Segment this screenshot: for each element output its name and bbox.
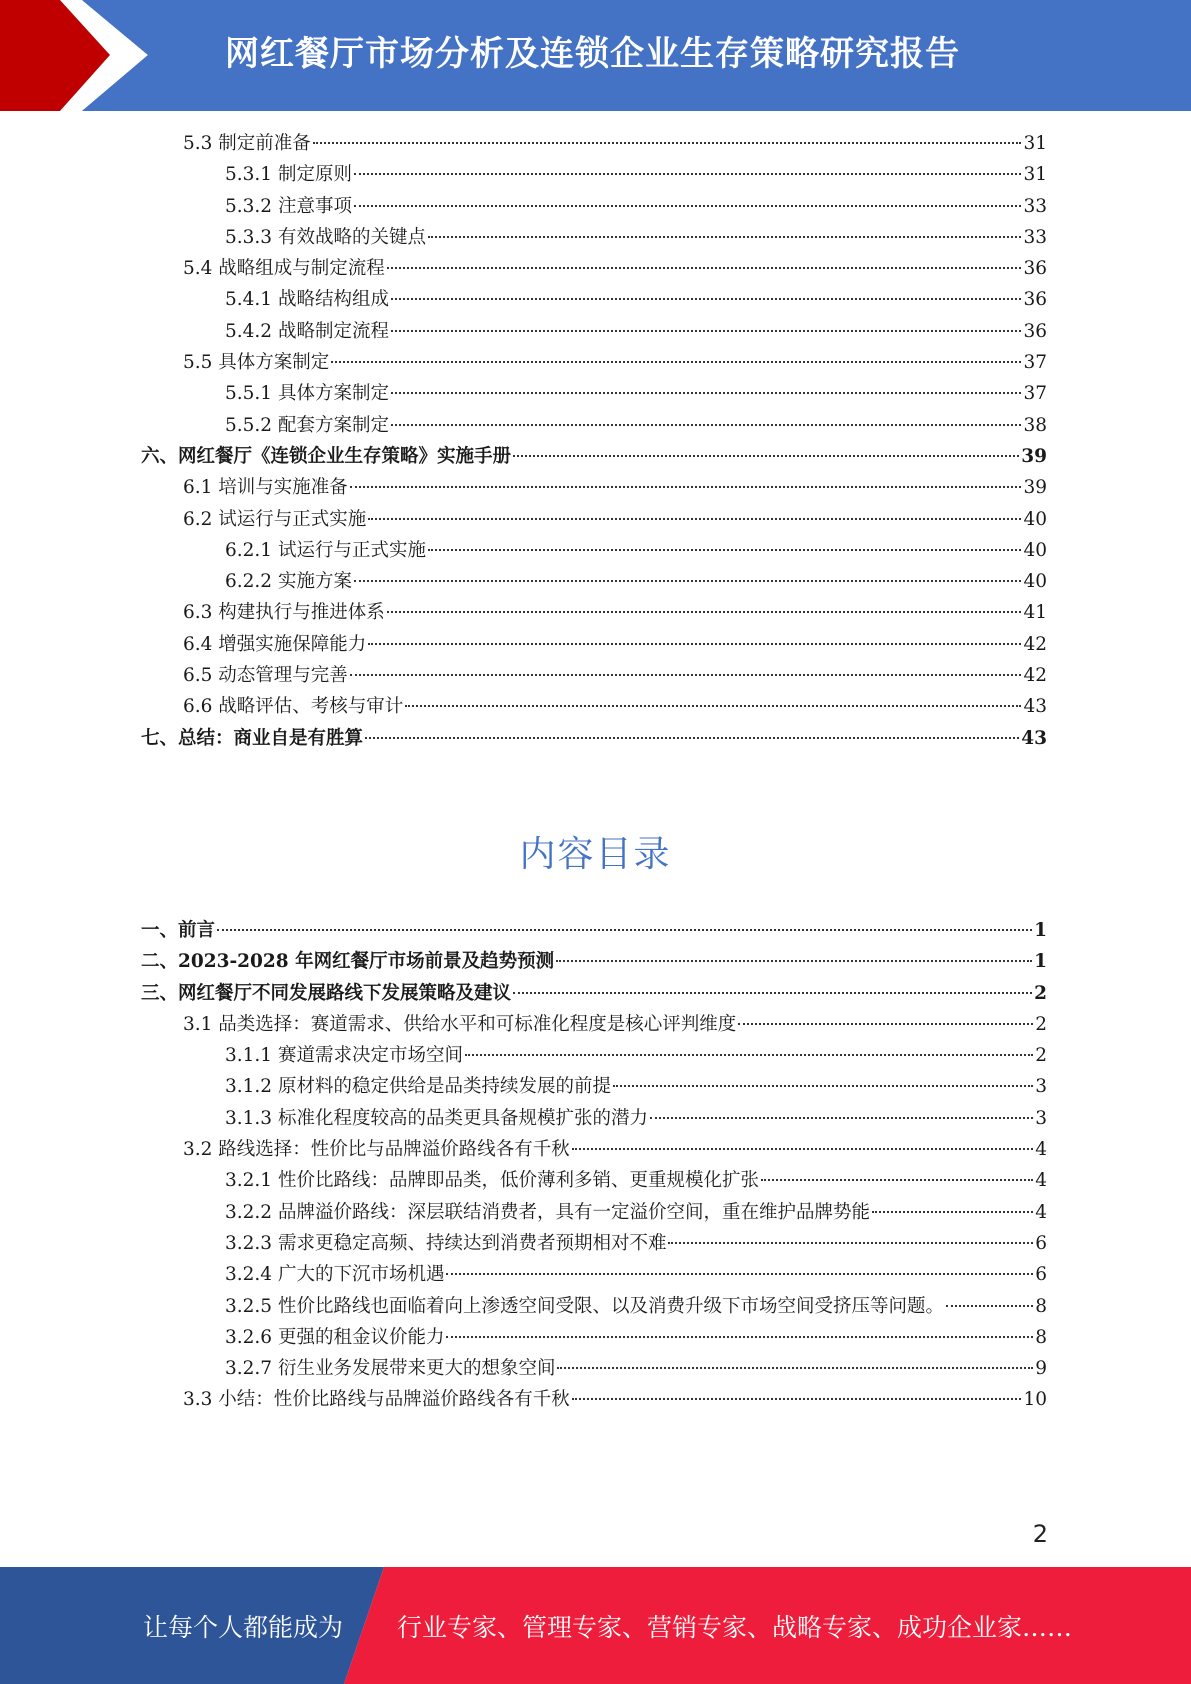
toc-entry[interactable]	[225, 222, 1047, 253]
toc-entry-label: 七、总结：商业自是有胜算	[141, 727, 364, 749]
toc-entry-label: 3.1.1 赛道需求决定市场空间	[225, 1045, 463, 1067]
toc-entry-label: 6.4 增强实施保障能力	[183, 633, 367, 655]
toc-entry-page: 37	[1023, 383, 1047, 405]
header-arrow-decoration	[0, 0, 160, 111]
toc-entry-page: 42	[1023, 665, 1047, 687]
footer-slogan-right: 行业专家、管理专家、营销专家、战略专家、成功企业家……	[397, 1613, 1073, 1642]
toc-leader-dots	[354, 205, 1022, 207]
toc-entry-label: 3.2.2 品牌溢价路线：深层联结消费者，具有一定溢价空间，重在维护品牌势能	[225, 1201, 870, 1223]
toc-entry-page: 3	[1035, 1107, 1047, 1129]
toc-entry-page: 6	[1035, 1232, 1047, 1254]
toc-entry-label: 6.5 动态管理与完善	[183, 665, 348, 687]
toc-entry-label: 6.3 构建执行与推进体系	[183, 602, 385, 624]
toc-entry[interactable]	[225, 191, 1047, 222]
toc-leader-dots	[368, 518, 1021, 520]
toc-entry-label: 5.4.1 战略结构组成	[225, 289, 389, 311]
toc-leader-dots	[391, 392, 1021, 394]
toc-entry[interactable]	[225, 410, 1047, 441]
toc-entry[interactable]	[183, 253, 1047, 284]
toc-leader-dots	[446, 1273, 1033, 1275]
toc-entry-page: 10	[1023, 1389, 1047, 1411]
toc-entry-label: 3.2.3 需求更稳定高频、持续达到消费者预期相对不难	[225, 1232, 667, 1254]
toc-leader-dots	[391, 330, 1021, 332]
toc-entry-label: 5.5 具体方案制定	[183, 352, 330, 374]
toc-entry-page: 39	[1021, 445, 1047, 467]
toc-entry-page: 41	[1023, 602, 1047, 624]
toc-entry[interactable]	[183, 629, 1047, 660]
toc-entry[interactable]	[183, 691, 1047, 722]
toc-entry-label: 3.2.6 更强的租金议价能力	[225, 1326, 445, 1348]
toc-leader-dots	[946, 1305, 1033, 1307]
toc-entry[interactable]	[183, 1134, 1047, 1165]
toc-entry-label: 6.2.2 实施方案	[225, 571, 352, 593]
toc-entry-page: 6	[1035, 1264, 1047, 1286]
toc-leader-dots	[738, 1023, 1033, 1025]
toc-entry-label: 5.3.3 有效战略的关键点	[225, 226, 426, 248]
toc-entry[interactable]	[225, 1228, 1047, 1259]
toc-entry-page: 4	[1035, 1139, 1047, 1161]
toc-entry[interactable]	[225, 1353, 1047, 1384]
toc-entry[interactable]	[225, 1291, 1047, 1322]
toc-entry-label: 二、2023-2028 年网红餐厅市场前景及趋势预测	[141, 951, 555, 973]
toc-entry[interactable]	[225, 1322, 1047, 1353]
toc-entry-page: 2	[1035, 1013, 1047, 1035]
toc-entry[interactable]	[225, 566, 1047, 597]
toc-entry-label: 6.6 战略评估、考核与审计	[183, 696, 404, 718]
toc-entry-page: 33	[1023, 226, 1047, 248]
toc-entry-label: 6.2 试运行与正式实施	[183, 508, 367, 530]
toc-leader-dots	[387, 611, 1022, 613]
toc-entry-page: 8	[1035, 1326, 1047, 1348]
toc-entry-label: 3.2.7 衍生业务发展带来更大的想象空间	[225, 1358, 556, 1380]
toc-entry-page: 36	[1023, 320, 1047, 342]
toc-entry-label: 6.2.1 试运行与正式实施	[225, 539, 426, 561]
toc-chapter-entry[interactable]	[141, 978, 1047, 1009]
toc-leader-dots	[405, 705, 1021, 707]
toc-entry-page: 2	[1034, 982, 1047, 1004]
toc-leader-dots	[556, 960, 1032, 962]
toc-entry-page: 39	[1023, 477, 1047, 499]
toc-leader-dots	[513, 992, 1032, 994]
toc-entry-page: 4	[1035, 1170, 1047, 1192]
toc-entry[interactable]	[183, 472, 1047, 503]
toc-entry[interactable]	[183, 660, 1047, 691]
toc-entry-page: 4	[1035, 1201, 1047, 1223]
toc-chapter-entry[interactable]	[141, 915, 1047, 946]
toc-entry[interactable]	[225, 284, 1047, 315]
toc-entry-label: 5.3.1 制定原则	[225, 164, 352, 186]
toc-chapter-entry[interactable]	[141, 441, 1047, 472]
toc-entry-label: 5.5.1 具体方案制定	[225, 383, 389, 405]
toc-entry[interactable]	[225, 1071, 1047, 1102]
toc-continued	[0, 128, 1191, 754]
toc-leader-dots	[572, 1148, 1033, 1150]
toc-leader-dots	[572, 1398, 1022, 1400]
toc-entry-page: 37	[1023, 352, 1047, 374]
toc-chapter-entry[interactable]	[141, 723, 1047, 754]
toc-entry-page: 31	[1023, 133, 1047, 154]
page-header	[0, 0, 1191, 111]
toc-entry-page: 43	[1023, 696, 1047, 718]
toc-entry-label: 5.4 战略组成与制定流程	[183, 258, 385, 280]
toc-leader-dots	[350, 674, 1022, 676]
toc-entry-page: 36	[1023, 289, 1047, 311]
toc-leader-dots	[354, 580, 1022, 582]
toc-leader-dots	[368, 643, 1021, 645]
toc-entry-page: 1	[1034, 951, 1047, 973]
toc-entry-page: 43	[1021, 727, 1047, 749]
toc-entry-page: 42	[1023, 633, 1047, 655]
toc-leader-dots	[354, 173, 1022, 175]
toc-entry-page: 31	[1023, 164, 1047, 186]
toc-entry[interactable]	[183, 504, 1047, 535]
toc-leader-dots	[350, 486, 1022, 488]
toc-entry-page: 33	[1023, 195, 1047, 217]
toc-entry-label: 6.1 培训与实施准备	[183, 477, 348, 499]
toc-leader-dots	[465, 1054, 1033, 1056]
toc-entry-label: 一、前言	[141, 920, 216, 941]
toc-entry-label: 5.3 制定前准备	[183, 133, 311, 154]
toc-entry-label: 3.2.4 广大的下沉市场机遇	[225, 1264, 445, 1286]
toc-leader-dots	[387, 267, 1022, 269]
toc-entry-label: 3.2.5 性价比路线也面临着向上渗透空间受限、以及消费升级下市场空间受挤压等问题。	[225, 1295, 944, 1317]
toc-entry-page: 36	[1023, 258, 1047, 280]
toc-entry-label: 5.5.2 配套方案制定	[225, 414, 389, 436]
toc-entry[interactable]	[183, 1009, 1047, 1040]
toc-entry[interactable]	[225, 316, 1047, 347]
toc-entry-label: 三、网红餐厅不同发展路线下发展策略及建议	[141, 982, 512, 1004]
toc-entry[interactable]	[225, 1259, 1047, 1290]
toc-leader-dots	[650, 1117, 1033, 1119]
toc-entry[interactable]	[225, 1165, 1047, 1196]
toc-entry-label: 3.2.1 性价比路线：品牌即品类，低价薄利多销、更重规模化扩张	[225, 1170, 759, 1192]
toc-entry[interactable]	[183, 128, 1047, 159]
toc-leader-dots	[668, 1242, 1033, 1244]
toc-leader-dots	[513, 455, 1019, 457]
toc-entry-page: 38	[1023, 414, 1047, 436]
toc-entry[interactable]	[225, 1103, 1047, 1134]
page-number: 2	[1032, 1520, 1048, 1548]
toc-entry[interactable]	[183, 1384, 1047, 1415]
toc-entry[interactable]	[183, 597, 1047, 628]
toc-entry-label: 5.4.2 战略制定流程	[225, 320, 389, 342]
toc-entry-label: 3.1.2 原材料的稳定供给是品类持续发展的前提	[225, 1076, 611, 1098]
toc-entry-label: 3.3 小结：性价比路线与品牌溢价路线各有千秋	[183, 1389, 570, 1411]
toc-entry-label: 3.1.3 标准化程度较高的品类更具备规模扩张的潜力	[225, 1107, 648, 1129]
toc-entry-page: 40	[1023, 539, 1047, 561]
page-footer	[0, 1567, 1191, 1684]
toc-entry[interactable]	[225, 1040, 1047, 1071]
toc-leader-dots	[391, 424, 1021, 426]
toc-entry[interactable]	[183, 347, 1047, 378]
toc-leader-dots	[391, 298, 1021, 300]
toc-entry-page: 2	[1035, 1045, 1047, 1067]
toc-leader-dots	[331, 361, 1021, 363]
toc-leader-dots	[761, 1179, 1033, 1181]
footer-slogan-left: 让每个人都能成为	[143, 1613, 344, 1642]
toc-leader-dots	[557, 1367, 1033, 1369]
contents-heading: 内容目录	[519, 834, 672, 875]
toc-contents	[0, 915, 1191, 1416]
toc-entry-page: 9	[1035, 1358, 1047, 1380]
toc-leader-dots	[217, 929, 1032, 931]
toc-entry-label: 3.2 路线选择：性价比与品牌溢价路线各有千秋	[183, 1139, 570, 1161]
toc-entry-page: 1	[1034, 920, 1047, 941]
toc-leader-dots	[365, 737, 1019, 739]
toc-leader-dots	[872, 1211, 1033, 1213]
toc-entry-page: 40	[1023, 571, 1047, 593]
toc-entry[interactable]	[225, 378, 1047, 409]
toc-chapter-entry[interactable]	[141, 946, 1047, 977]
report-title: 网红餐厅市场分析及连锁企业生存策略研究报告	[225, 34, 960, 74]
toc-entry-page: 3	[1035, 1076, 1047, 1098]
toc-leader-dots	[613, 1085, 1033, 1087]
toc-leader-dots	[446, 1336, 1033, 1338]
toc-entry[interactable]	[225, 1197, 1047, 1228]
toc-entry-page: 40	[1023, 508, 1047, 530]
toc-leader-dots	[428, 549, 1021, 551]
toc-leader-dots	[313, 142, 1022, 144]
toc-entry-page: 8	[1035, 1295, 1047, 1317]
toc-entry-label: 5.3.2 注意事项	[225, 195, 352, 217]
toc-entry-label: 六、网红餐厅《连锁企业生存策略》实施手册	[141, 445, 512, 467]
toc-entry[interactable]	[225, 159, 1047, 190]
toc-entry[interactable]	[225, 535, 1047, 566]
toc-leader-dots	[428, 236, 1021, 238]
toc-entry-label: 3.1 品类选择：赛道需求、供给水平和可标准化程度是核心评判维度	[183, 1013, 737, 1035]
